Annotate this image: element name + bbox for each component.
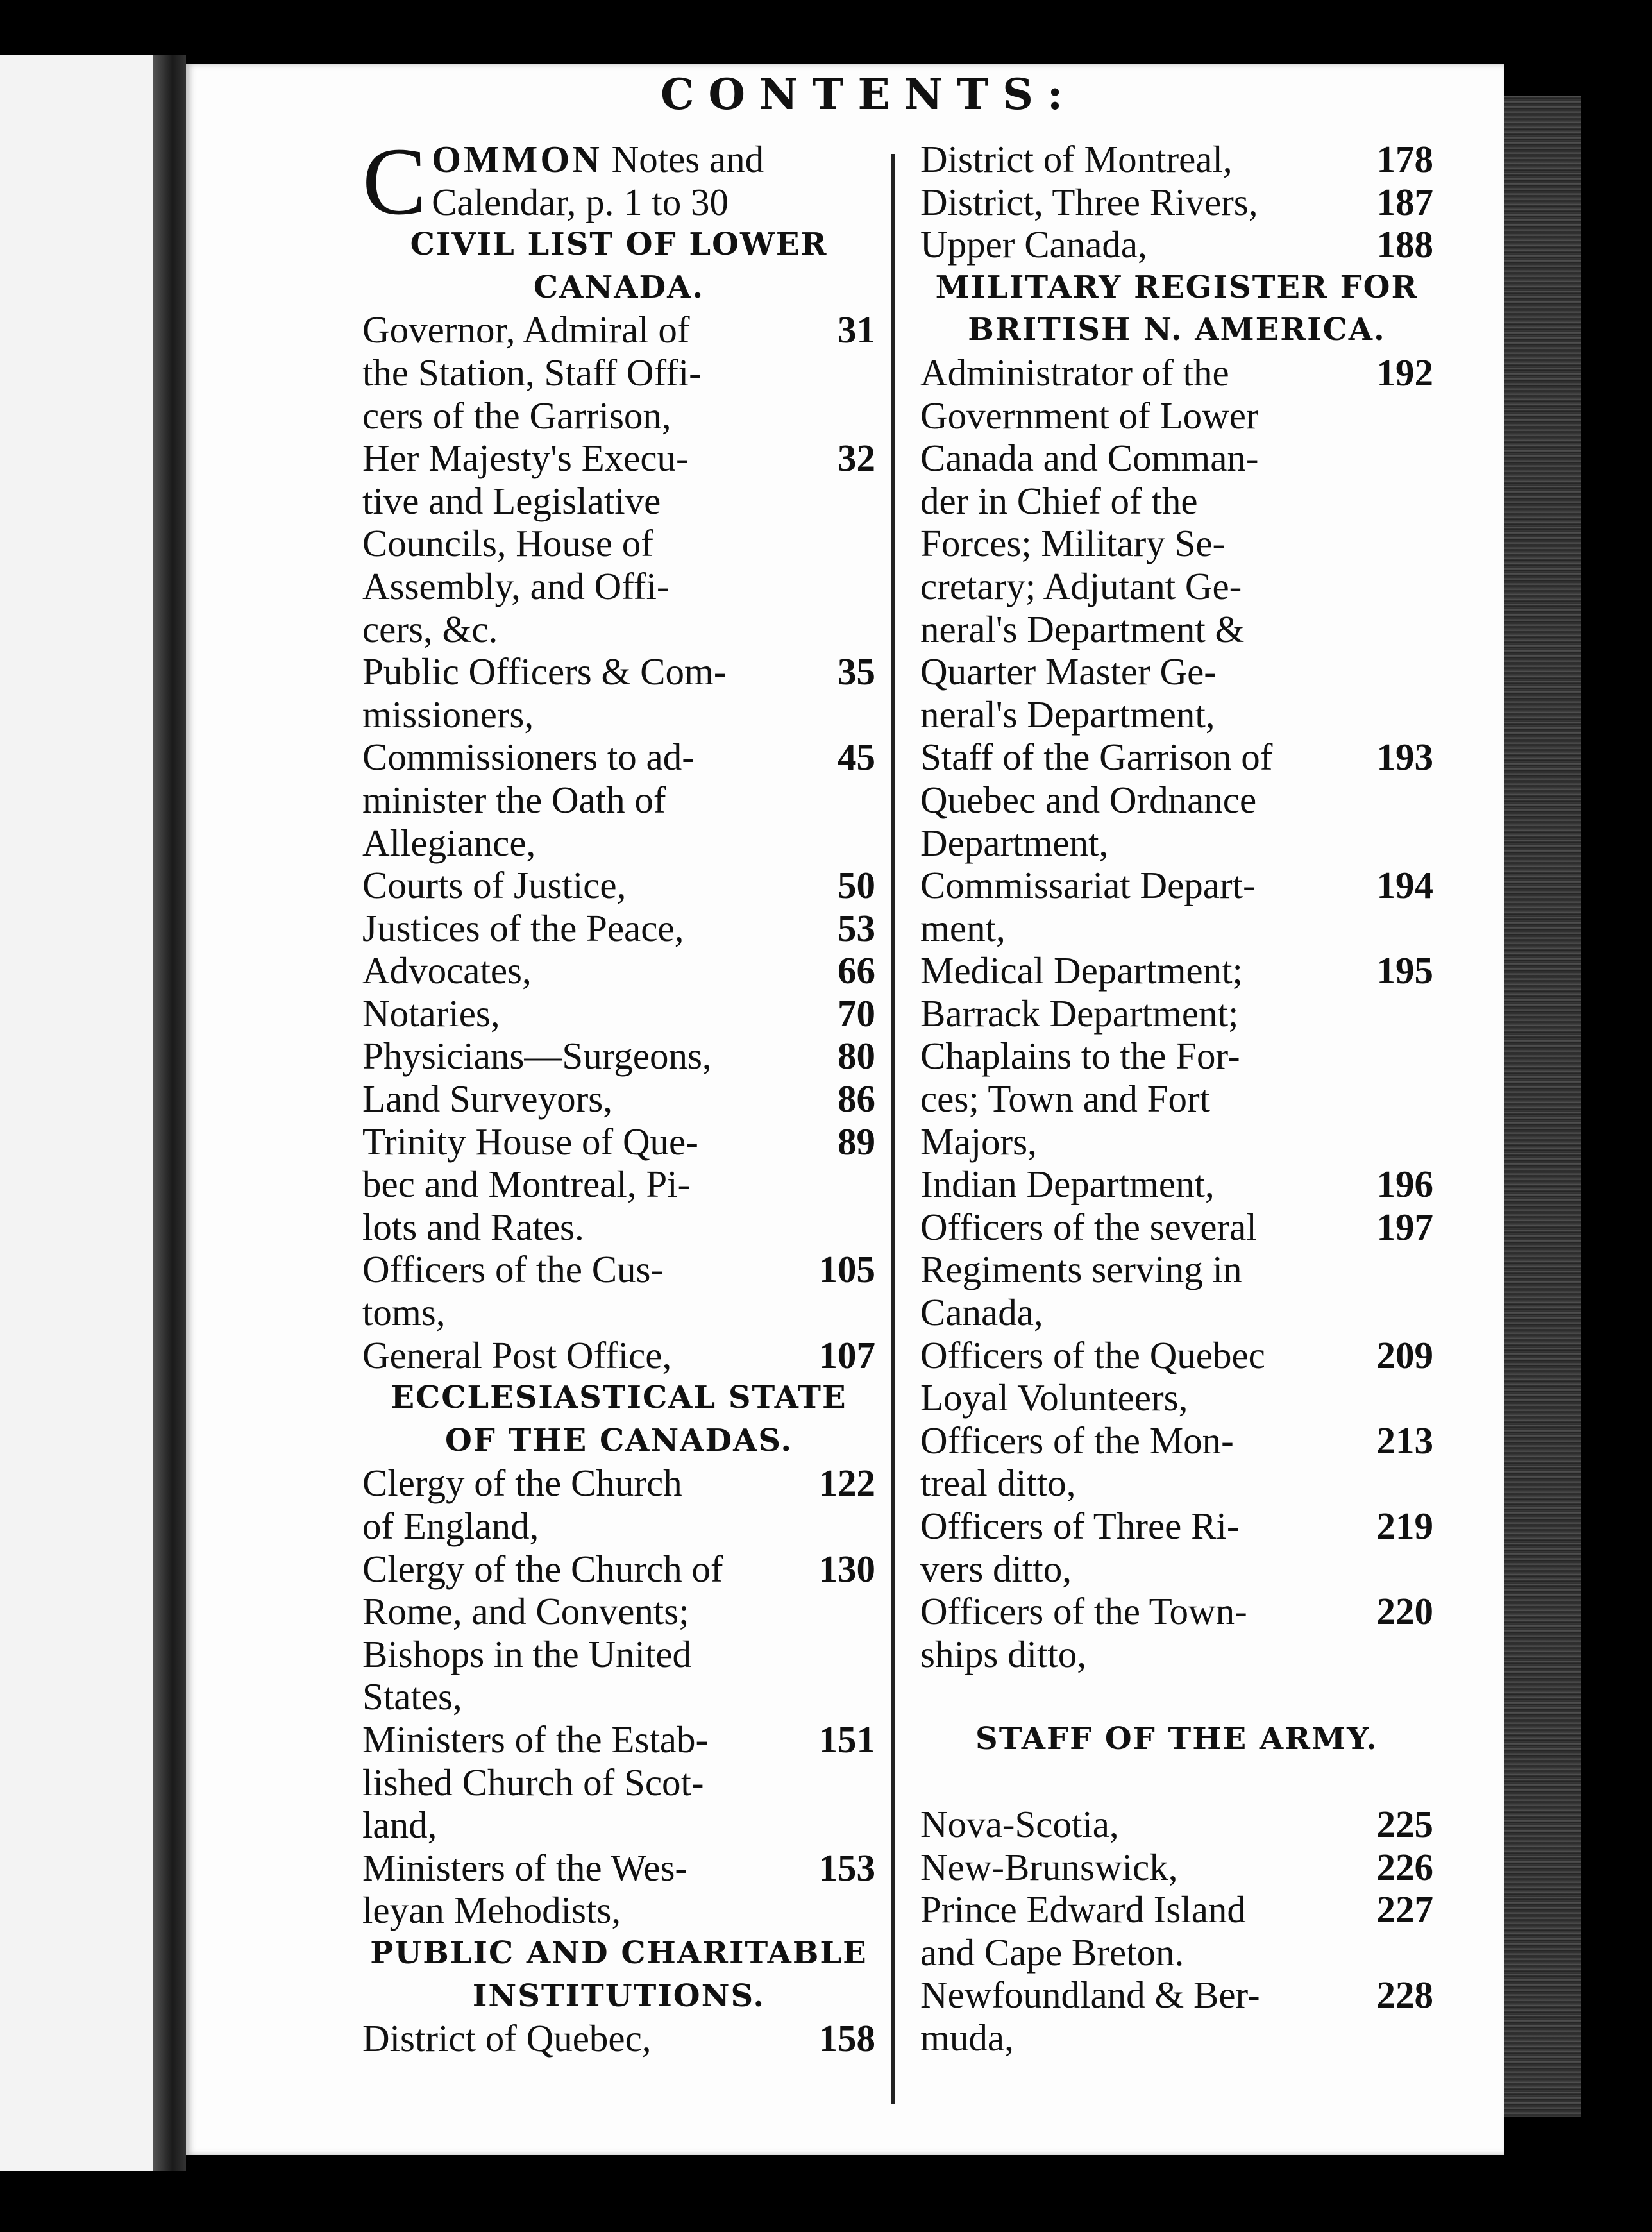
entry-title: Prince Edward Island and Cape Breton.	[920, 1888, 1246, 1974]
intro-line1-rest: Notes and	[602, 138, 764, 180]
entry-page-number: 45	[838, 736, 875, 779]
entry-page-number: 105	[818, 1248, 875, 1291]
entry-title: Ministers of the Estab- lished Church of Scot- land,	[362, 1718, 709, 1847]
entry-page-number: 151	[818, 1718, 875, 1761]
spacer	[920, 1675, 1433, 1718]
contents-entry	[920, 1974, 1433, 2059]
entry-title: Advocates,	[362, 949, 532, 992]
entry-title: Upper Canada,	[920, 223, 1147, 266]
contents-entry	[920, 1590, 1433, 1675]
entry-title: Public Officers & Com- missioners,	[362, 650, 727, 736]
entry-page-number: 209	[1376, 1333, 1433, 1376]
contents-entry	[362, 1718, 875, 1847]
entry-title: Newfoundland & Ber- muda,	[920, 1974, 1260, 2059]
entry-title: Governor, Admiral of the Station, Staff Offi- cers of the Garrison,	[362, 309, 702, 437]
spacer	[920, 1761, 1433, 1803]
entry-page-number: 187	[1376, 180, 1433, 223]
section-heading: MILITARY REGISTER FOR BRITISH N. AMERICA.	[935, 269, 1419, 348]
entry-title: Staff of the Garrison of Quebec and Ordnance Department,	[920, 736, 1273, 864]
entry-title: General Post Office,	[362, 1333, 672, 1376]
entry-page-number: 89	[838, 1120, 875, 1163]
entry-page-number: 50	[838, 864, 875, 907]
entry-page-number: 130	[818, 1547, 875, 1590]
entry-page-number: 178	[1376, 138, 1433, 180]
entry-page-number: 158	[818, 2017, 875, 2060]
contents-entry	[362, 437, 875, 650]
entry-title: Officers of the several Regiments serving in Canada,	[920, 1205, 1257, 1334]
entry-page-number: 220	[1376, 1590, 1433, 1633]
drop-cap: C	[362, 128, 427, 235]
contents-entry	[362, 1120, 875, 1249]
entry-title: Land Surveyors,	[362, 1078, 612, 1120]
entry-page-number: 196	[1376, 1163, 1433, 1206]
entry-page-number: 197	[1376, 1205, 1433, 1248]
entry-title: Her Majesty's Execu- tive and Legislative Councils, House of Assembly, and Offi- cers, &c.	[362, 437, 689, 650]
entry-page-number: 226	[1376, 1845, 1433, 1888]
left-page-edge	[0, 55, 153, 2171]
contents-entry	[920, 1803, 1433, 1846]
entry-title: Nova-Scotia,	[920, 1802, 1119, 1845]
entry-page-number: 107	[818, 1333, 875, 1376]
entry-title: Medical Department; Barrack Department; Chaplains to the For- ces; Town and Fort Majors,	[920, 949, 1243, 1163]
column-divider	[891, 154, 895, 2104]
entry-page-number: 153	[818, 1846, 875, 1889]
contents-entry	[362, 309, 875, 437]
contents-entry	[920, 1846, 1433, 1889]
entry-page-number: 227	[1376, 1888, 1433, 1931]
entry-title: Justices of the Peace,	[362, 906, 684, 949]
contents-entry	[920, 1888, 1433, 1974]
entry-title: Physicians—Surgeons,	[362, 1035, 712, 1078]
entry-page-number: 219	[1376, 1505, 1433, 1547]
contents-entry	[362, 1462, 875, 1547]
entry-page-number: 192	[1376, 351, 1433, 394]
right-column	[920, 138, 1433, 2059]
entry-title: New-Brunswick,	[920, 1845, 1178, 1888]
contents-entry	[920, 351, 1433, 736]
entry-title: Courts of Justice,	[362, 864, 627, 907]
entry-title: Administrator of the Government of Lower Canada and Comman- der in Chief of the Forces; Military Se- cretary; Adjutant Ge- neral's Department & Quarter Master Ge- neral's Department,	[920, 351, 1259, 736]
page-title: CONTENTS:	[661, 69, 1077, 119]
entry-title: Clergy of the Church of England,	[362, 1462, 682, 1547]
entry-page-number: 32	[838, 437, 875, 480]
entry-page-number: 80	[838, 1035, 875, 1078]
contents-entry	[920, 1206, 1433, 1334]
entry-title: Clergy of the Church of Rome, and Convents; Bishops in the United States,	[362, 1547, 723, 1718]
contents-entry	[920, 223, 1433, 266]
entry-page-number: 188	[1376, 223, 1433, 266]
contents-entry	[362, 1548, 875, 1718]
entry-title: District of Montreal,	[920, 138, 1233, 180]
contents-entry	[362, 736, 875, 864]
contents-entry	[362, 1334, 875, 1377]
left-column	[362, 128, 875, 2060]
intro-entry	[362, 128, 875, 235]
section-heading: ECCLESIASTICAL STATE OF THE CANADAS.	[391, 1380, 847, 1458]
contents-entry	[920, 1334, 1433, 1419]
contents-entry	[920, 864, 1433, 949]
contents-entry	[362, 1847, 875, 1932]
contents-entry	[362, 1078, 875, 1120]
page-fore-edge	[1504, 96, 1581, 2117]
entry-title: Officers of the Quebec Loyal Volunteers,	[920, 1333, 1265, 1419]
contents-entry	[920, 736, 1433, 864]
contents-entry	[362, 650, 875, 736]
section-heading: STAFF OF THE ARMY.	[975, 1721, 1378, 1757]
contents-entry	[920, 138, 1433, 181]
entry-page-number: 193	[1376, 736, 1433, 779]
contents-entry	[362, 949, 875, 992]
entry-title: Officers of the Town- ships ditto,	[920, 1590, 1247, 1675]
entry-page-number: 31	[838, 309, 875, 351]
contents-entry	[920, 1163, 1433, 1206]
book-gutter	[153, 55, 186, 2171]
entry-page-number: 195	[1376, 949, 1433, 992]
contents-entry	[362, 907, 875, 950]
entry-page-number: 66	[838, 949, 875, 992]
entry-title: Notaries,	[362, 992, 500, 1035]
entry-page-number: 53	[838, 906, 875, 949]
contents-entry	[362, 1035, 875, 1078]
entry-title: Officers of the Mon- treal ditto,	[920, 1419, 1234, 1505]
left-entries	[362, 223, 875, 2060]
contents-entry	[920, 181, 1433, 224]
contents-entry	[362, 992, 875, 1035]
section-heading: CIVIL LIST OF LOWER CANADA.	[410, 226, 828, 305]
intro-line2: Calendar, p. 1 to 30	[432, 180, 729, 223]
entry-title: Ministers of the Wes- leyan Mehodists,	[362, 1846, 688, 1932]
entry-title: Commissariat Depart- ment,	[920, 864, 1256, 949]
entry-page-number: 122	[818, 1462, 875, 1505]
contents-entry	[920, 949, 1433, 1163]
entry-page-number: 35	[838, 650, 875, 693]
contents-entry	[362, 2017, 875, 2060]
right-entries	[920, 138, 1433, 2059]
entry-title: District of Quebec,	[362, 2017, 652, 2060]
entry-title: District, Three Rivers,	[920, 180, 1258, 223]
section-heading: PUBLIC AND CHARITABLE INSTITUTIONS.	[370, 1934, 868, 2014]
contents-entry	[920, 1419, 1433, 1505]
entry-title: Trinity House of Que- bec and Montreal, Pi- lots and Rates.	[362, 1120, 698, 1248]
entry-page-number: 194	[1376, 864, 1433, 907]
intro-first-word: OMMON	[432, 138, 602, 180]
entry-title: Commissioners to ad- minister the Oath of Allegiance,	[362, 736, 695, 864]
entry-title: Officers of Three Ri- vers ditto,	[920, 1505, 1240, 1590]
entry-page-number: 86	[838, 1078, 875, 1120]
entry-page-number: 213	[1376, 1419, 1433, 1462]
contents-entry	[362, 1248, 875, 1333]
contents-entry	[920, 1505, 1433, 1590]
entry-title: Officers of the Cus- toms,	[362, 1248, 664, 1334]
entry-page-number: 70	[838, 992, 875, 1035]
entry-title: Indian Department,	[920, 1163, 1215, 1206]
entry-page-number: 225	[1376, 1802, 1433, 1845]
contents-entry	[362, 864, 875, 907]
entry-page-number: 228	[1376, 1974, 1433, 2016]
